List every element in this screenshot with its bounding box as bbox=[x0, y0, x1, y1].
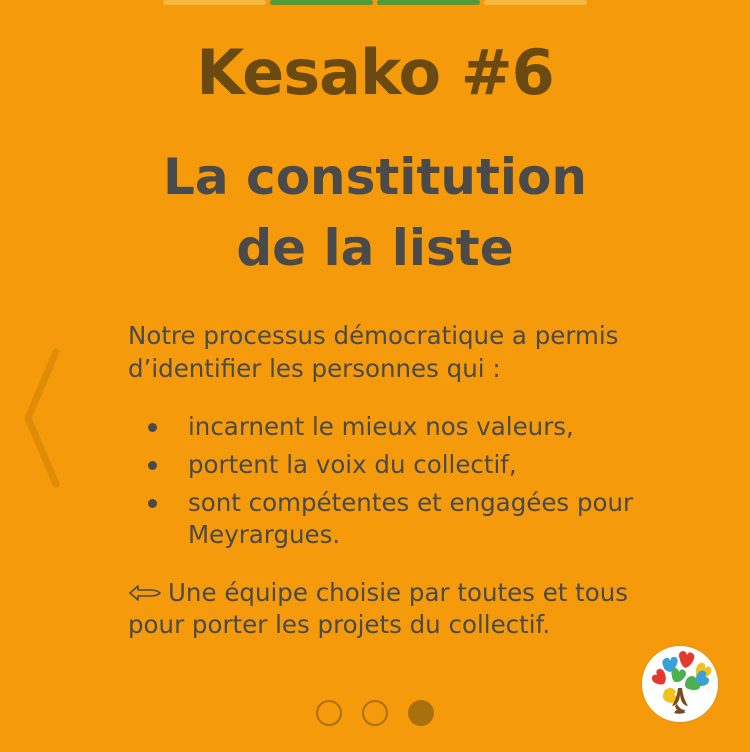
intro-line-1: Notre processus démocratique a permis bbox=[128, 321, 619, 350]
list-item-label: incarnent le mieux nos valeurs, bbox=[188, 412, 574, 442]
bullet-dot-icon bbox=[148, 423, 157, 432]
pointing-hand-icon bbox=[128, 580, 162, 602]
pager bbox=[0, 700, 750, 726]
prev-arrow-icon[interactable] bbox=[22, 348, 60, 488]
bullet-dot-icon bbox=[148, 461, 157, 470]
subtitle-line-1: La constitution bbox=[163, 148, 587, 206]
bullet-list bbox=[128, 411, 638, 550]
list-item bbox=[128, 411, 638, 443]
closing-line-1: Une équipe choisie par toutes et tous bbox=[168, 577, 629, 607]
bullet-dot-icon bbox=[148, 499, 157, 508]
pager-dot-1[interactable] bbox=[316, 700, 342, 726]
list-item-label: sont compétentes et engagées pour Meyrargues. bbox=[188, 487, 634, 549]
list-item bbox=[128, 449, 638, 481]
list-item-label: portent la voix du collectif, bbox=[188, 450, 517, 479]
tree-logo-icon[interactable] bbox=[642, 646, 718, 722]
pager-dot-2[interactable] bbox=[362, 700, 388, 726]
closing-line-2: pour porter les projets du collectif. bbox=[128, 610, 551, 640]
intro-line-2: d’identifier les personnes qui : bbox=[128, 353, 501, 383]
intro-paragraph bbox=[128, 320, 638, 385]
body-block bbox=[128, 320, 638, 642]
pager-dot-3[interactable] bbox=[408, 700, 434, 726]
subtitle-line-2: de la liste bbox=[236, 219, 514, 277]
page-title: Kesako #6 bbox=[196, 36, 554, 109]
list-item bbox=[128, 487, 638, 551]
closing-paragraph bbox=[128, 577, 638, 642]
page-subtitle bbox=[0, 142, 750, 284]
